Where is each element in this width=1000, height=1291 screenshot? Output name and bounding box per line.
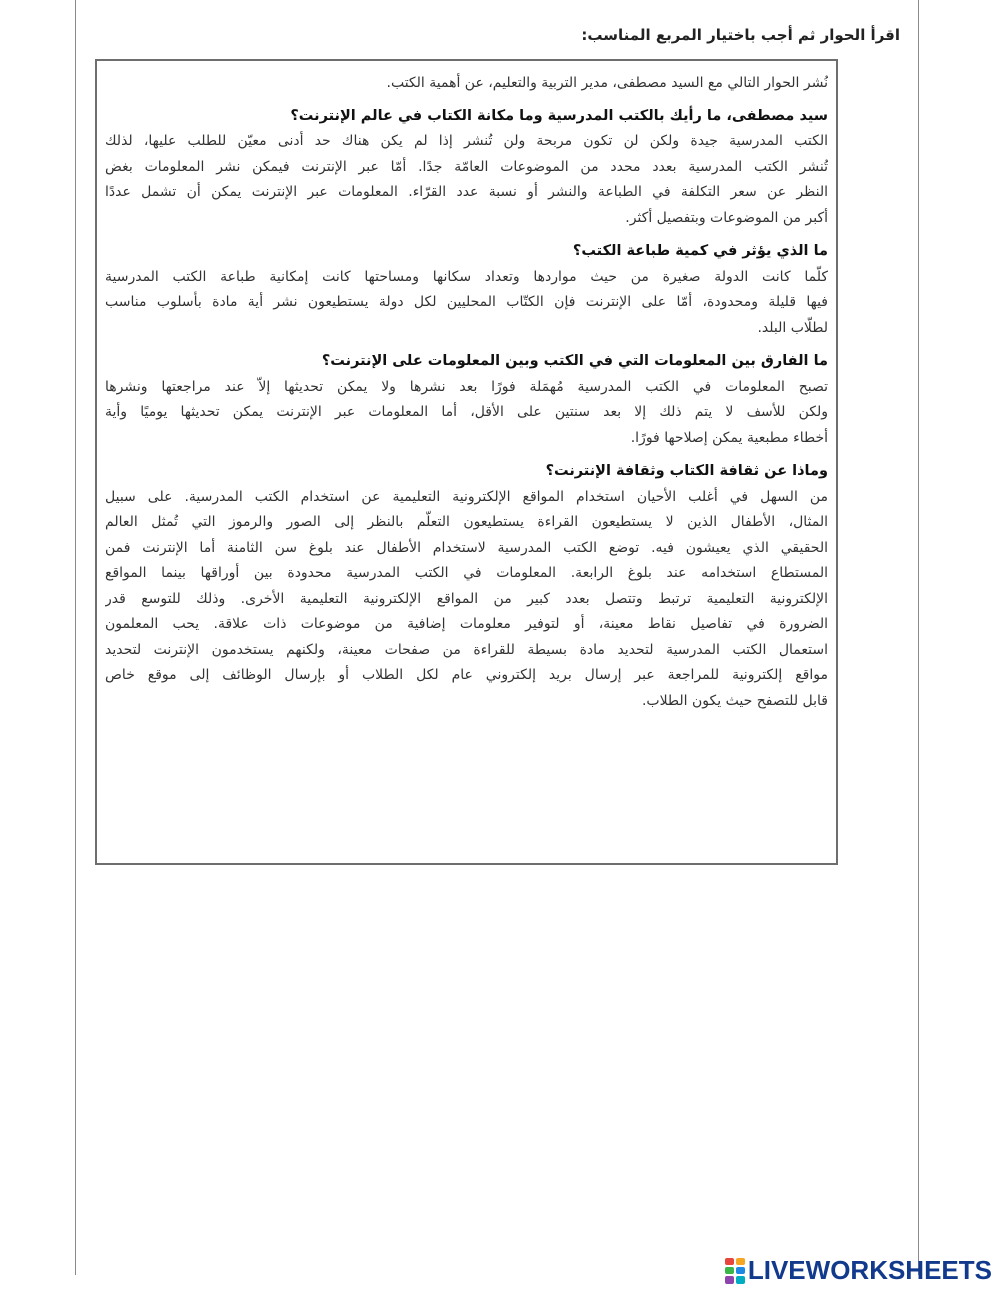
passage-line: النظر عن سعر التكلفة في الطباعة والنشر أو نسبة عدد القرّاء. المعلومات عبر الإنترنت يمكن أن تشمل عددًا	[105, 184, 828, 200]
passage-line: الضرورة في تفاصيل نقاط معينة، أو لتوفير معلومات إضافية من موضوعات ذات علاقة. يحب المعلمون	[105, 616, 828, 632]
logo-square	[736, 1267, 745, 1274]
passage-line: ولكن للأسف لا يتم ذلك إلا بعد سنتين على الأقل، أما المعلومات عبر الإنترنت يمكن تحديثها يوميًا وأية	[105, 404, 828, 420]
passage-line: من السهل في أغلب الأحيان استخدام المواقع الإلكترونية التعليمية عن استخدام الكتب المدرسية. على سبيل	[105, 489, 828, 505]
passage-body	[105, 61, 828, 863]
passage-line: الحقيقي الذي يعيشون فيه. توضع الكتب المدرسية لاستخدام الأطفال عند بلوغ سن الثامنة أما الإنترنت فمن	[105, 540, 828, 556]
passage-line: أخطاء مطبعية يمكن إصلاحها فورًا.	[630, 430, 828, 446]
passage-line: استعمال الكتب المدرسية لتحديد مادة بسيطة للقراءة من صفحات معينة، ولكنهم يستخدمون الإنترنت لتحديد	[105, 642, 828, 658]
passage-line: لطلّاب البلد.	[757, 320, 828, 336]
logo-square	[725, 1258, 734, 1265]
passage-line: مواقع إلكترونية للمراجعة عبر إرسال بريد إلكتروني عام لكل الطلاب أو بإرسال الوظائف إلى موقع خاص	[105, 667, 828, 683]
passage-line: أكبر من الموضوعات وبتفصيل أكثر.	[625, 210, 828, 226]
passage-line: كلّما كانت الدولة صغيرة من حيث مواردها وتعداد سكانها ومساحتها كانت إمكانية طباعة الكتب المدرسية	[105, 269, 828, 285]
question-heading: ما الذي يؤثر في كمية طباعة الكتب؟	[572, 243, 828, 259]
passage-line: الكتب المدرسية جيدة ولكن لن تكون مربحة ولن تُنشر إذا لم يكن هناك حد أدنى معيّن للطلب عليها، لذلك	[105, 133, 828, 149]
logo-text: LIVEWORKSHEETS	[747, 1255, 992, 1285]
logo-square	[736, 1276, 745, 1283]
liveworksheets-logo-icon	[725, 1258, 745, 1284]
passage-line: فيها قليلة ومحدودة، أمّا على الإنترنت فإن الكتّاب المحليين لكل دولة يستطيعون نشر أية مادة بأسلوب مناسب	[105, 294, 828, 310]
passage-line: تصبح المعلومات في الكتب المدرسية مُهمَلة فورًا بعد نشرها ولا يمكن تحديثها إلاّ عند مراجعتها ونشرها	[105, 379, 828, 395]
left-margin-rule	[75, 0, 76, 1275]
liveworksheets-logo	[725, 1255, 992, 1286]
passage-line: المستطاع استخدامه عند بلوغ الرابعة. المعلومات في الكتب المدرسية محدودة بين أوراقها بينما المواقع	[105, 565, 828, 581]
logo-square	[736, 1258, 745, 1265]
instruction-text: اقرأ الحوار ثم أجب باختيار المربع المناسب:	[581, 26, 900, 44]
logo-square	[725, 1276, 734, 1283]
passage-line: تُنشر الكتب المدرسية بعدد محدد من الموضوعات العامّة جدًا. أمّا عبر الإنترنت فيمكن نشر المعلومات بغض	[105, 159, 828, 175]
right-margin-rule	[918, 0, 919, 1275]
question-heading: وماذا عن ثقافة الكتاب وثقافة الإنترنت؟	[545, 463, 828, 479]
passage-line: قابل للتصفح حيث يكون الطلاب.	[641, 693, 828, 709]
logo-square	[725, 1267, 734, 1274]
passage-line: نُشر الحوار التالي مع السيد مصطفى، مدير التربية والتعليم، عن أهمية الكتب.	[386, 75, 828, 91]
passage-line: المثال، الأطفال الذين لا يستطيعون القراءة يستطيعون التعلّم بالنظر إلى الصور والرموز التي تُمثل العالم	[105, 514, 828, 530]
passage-box	[95, 59, 838, 865]
question-heading: سيد مصطفى، ما رأيك بالكتب المدرسية وما مكانة الكتاب في عالم الإنترنت؟	[290, 108, 828, 124]
passage-line: الإلكترونية التعليمية ترتبط وتتصل بعدد كبير من المواقع الإلكترونية التعليمية الأخرى. وذلك للتوسع قدر	[105, 591, 828, 607]
question-heading: ما الفارق بين المعلومات التي في الكتب وبين المعلومات على الإنترنت؟	[321, 353, 828, 369]
